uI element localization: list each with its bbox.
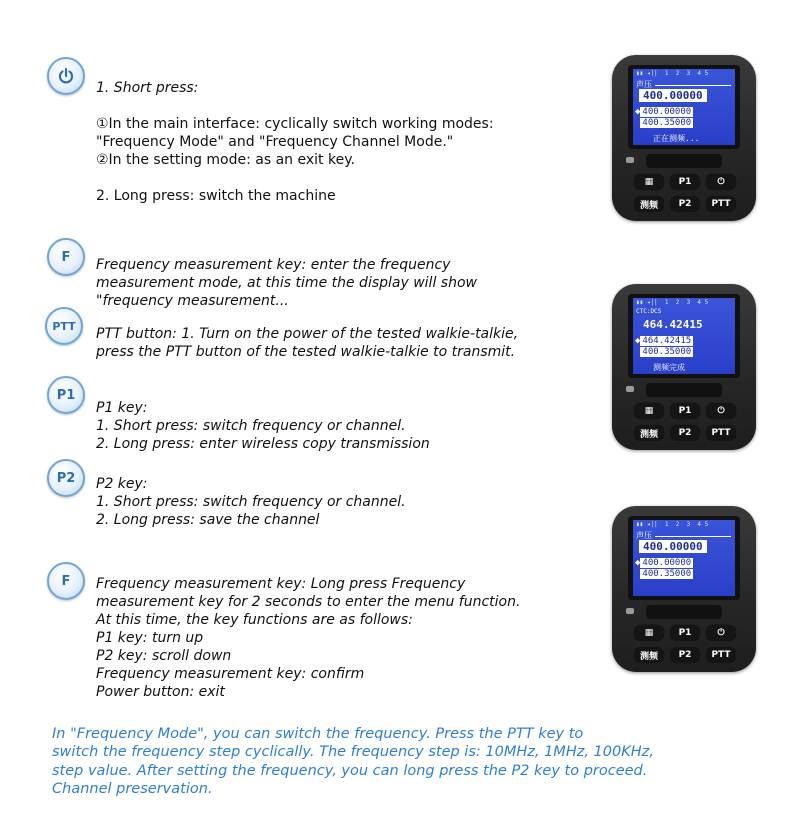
screen-row-1: ◆ 400.00000	[635, 107, 692, 117]
screen-mode-label: 声压	[636, 531, 652, 540]
signal-indicator: ▮▮ ◂|| 1 2 3 4 5	[636, 70, 709, 77]
device-image-1	[612, 55, 756, 221]
f-key-description: Frequency measurement key: enter the frequency measurement mode, at this time the display will show "frequency measurement...	[96, 257, 477, 309]
p2-key-description: P2 key: 1. Short press: switch frequency or channel. 2. Long press: save the channel	[96, 476, 406, 528]
indicator-led	[626, 386, 634, 392]
measure-button[interactable]: 测频	[633, 195, 665, 213]
sensor-window	[646, 154, 722, 168]
screen-row-1: ◆ 400.00000	[635, 558, 692, 568]
p1-key-description: P1 key: 1. Short press: switch frequency or channel. 2. Long press: enter wireless copy transmission	[96, 400, 430, 452]
power-icon	[47, 57, 85, 95]
signal-indicator: ▮▮ ◂|| 1 2 3 4 5	[636, 299, 709, 306]
screen-mode-label: CTC:DCS	[636, 308, 662, 315]
indicator-led	[626, 157, 634, 163]
screen-mode-label: 声压	[636, 80, 652, 89]
screen-scale	[655, 77, 731, 86]
power-button[interactable]: ⏻	[705, 624, 737, 642]
ptt-key-description: PTT button: 1. Turn on the power of the tested walkie-talkie, press the PTT button of the tested walkie-talkie to transmit.	[96, 326, 519, 360]
device-screen	[633, 298, 735, 374]
screen-row-2: 400.35000	[642, 569, 692, 579]
device-screen-frame	[628, 294, 740, 378]
screen-row-2: 400.35000	[642, 347, 692, 357]
p2-key-icon: P2	[47, 459, 85, 497]
screen-row-1: ◆ 464.42415	[635, 336, 692, 346]
ptt-button[interactable]: PTT	[705, 646, 737, 664]
f-menu-description: Frequency measurement key: Long press Frequency measurement key for 2 seconds to enter the menu function. At this time, the key functions are as follows: P1 key: turn up P2 key: scroll down Frequency measurement key: confirm Power button: exit	[96, 576, 521, 700]
p1-button[interactable]: P1	[669, 402, 701, 420]
p1-button[interactable]: P1	[669, 624, 701, 642]
f-key-icon: F	[47, 238, 85, 276]
power-key-description: 1. Short press: ①In the main interface: cyclically switch working modes: "Frequency Mode" and "Frequency Channel Mode." ②In the setting mode: as an exit key. 2. Long press: switch the machine	[96, 80, 494, 204]
menu-button[interactable]: ▦	[633, 173, 665, 191]
screen-main-frequency: 464.42415	[643, 318, 703, 331]
screen-row-2: 400.35000	[642, 118, 692, 128]
device-screen-frame	[628, 516, 740, 600]
screen-status: 测频完成	[653, 363, 685, 372]
p1-button[interactable]: P1	[669, 173, 701, 191]
device-screen-frame	[628, 65, 740, 149]
indicator-led	[626, 608, 634, 614]
device-image-2	[612, 284, 756, 450]
menu-button[interactable]: ▦	[633, 402, 665, 420]
f-menu-key-icon: F	[47, 562, 85, 600]
ptt-key-icon: PTT	[45, 307, 83, 345]
device-image-3	[612, 506, 756, 672]
measure-button[interactable]: 测频	[633, 646, 665, 664]
screen-main-frequency: 400.00000	[639, 540, 707, 553]
menu-button[interactable]: ▦	[633, 624, 665, 642]
frequency-mode-note: In "Frequency Mode", you can switch the frequency. Press the PTT key to switch the frequency step cyclically. The frequency step is: 10MHz, 1MHz, 100KHz, step value. After setting the frequency, you can long press the P2 key to proceed. Channel preservation.	[52, 725, 654, 797]
power-button[interactable]: ⏻	[705, 402, 737, 420]
power-button[interactable]: ⏻	[705, 173, 737, 191]
signal-indicator: ▮▮ ◂|| 1 2 3 4 5	[636, 521, 709, 528]
p1-key-icon: P1	[47, 376, 85, 414]
screen-status: 正在测频...	[653, 134, 700, 143]
p2-button[interactable]: P2	[669, 195, 701, 213]
sensor-window	[646, 605, 722, 619]
sensor-window	[646, 383, 722, 397]
p2-button[interactable]: P2	[669, 646, 701, 664]
ptt-button[interactable]: PTT	[705, 195, 737, 213]
device-screen	[633, 520, 735, 596]
p2-button[interactable]: P2	[669, 424, 701, 442]
screen-main-frequency: 400.00000	[639, 89, 707, 102]
screen-scale	[655, 528, 731, 537]
device-screen	[633, 69, 735, 145]
measure-button[interactable]: 测频	[633, 424, 665, 442]
ptt-button[interactable]: PTT	[705, 424, 737, 442]
